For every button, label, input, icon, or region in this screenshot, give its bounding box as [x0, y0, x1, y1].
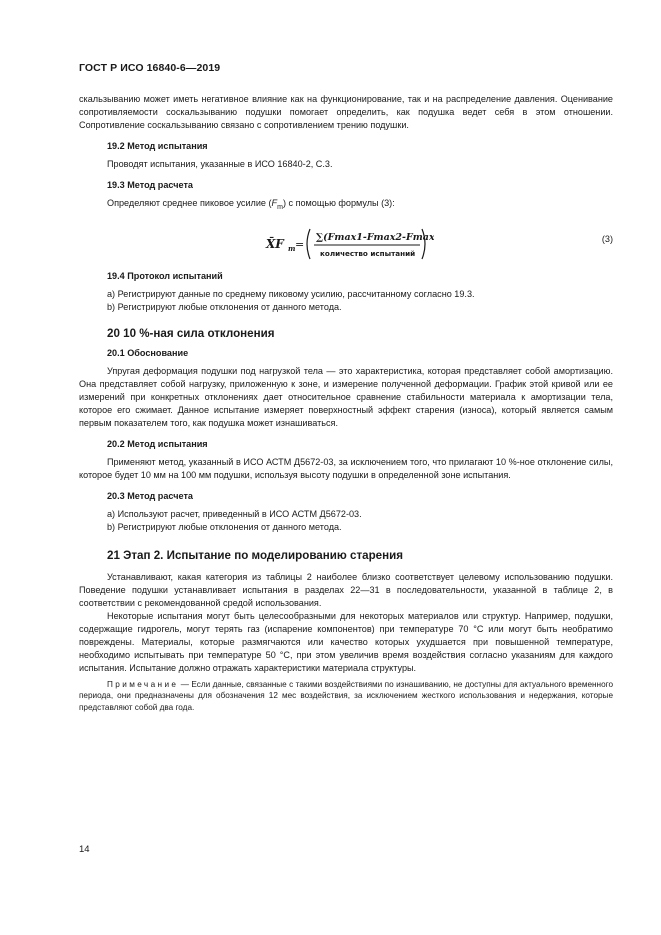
- formula-numerator: ∑(Fmax1-Fmax2-Fmax3): [316, 231, 434, 243]
- section-20-title: 20 10 %-ная сила отклонения: [107, 326, 275, 340]
- section-21-note: [79, 679, 613, 714]
- section-19-4-item-a: a) Регистрируют данные по среднему пиковому усилию, рассчитанному согласно 19.3.: [107, 288, 475, 299]
- formula-3: [264, 225, 434, 268]
- section-19-2-text: Проводят испытания, указанные в ИСО 16840-2, С.3.: [107, 159, 333, 169]
- section-20-2-title: 20.2 Метод испытания: [107, 438, 208, 449]
- section-20-1-text: Упругая деформация подушки под нагрузкой тела — это характеристика, которая представляет собой амортизацию. Она представляет собой нагрузку, приложенную к зоне, и измерение полученной деформации. График этой кривой или ее измерений при конкретных отклонениях дает относительное сравнение стабильности материала к амортизации тела, которое его сжимает. Данное испытание измеряет поверхностный эффект старения (износа), который является самым первым показателем того, как подушка может изнашиваться.: [79, 365, 613, 428]
- formula-denominator: количество испытаний: [320, 248, 416, 258]
- section-19-3-title: 19.3 Метод расчета: [107, 180, 193, 190]
- note-label: Примечание: [107, 679, 179, 689]
- page-content: [79, 93, 613, 713]
- equation-number: (3): [601, 233, 613, 244]
- formula-row: [79, 222, 613, 264]
- formula-lhs: X̄F: [266, 236, 284, 251]
- svg-text:=: =: [295, 237, 305, 251]
- section-19-4-title: 19.4 Протокол испытаний: [107, 270, 223, 281]
- section-21-title: 21 Этап 2. Испытание по моделированию старения: [107, 548, 404, 562]
- section-21-paragraph-2: Некоторые испытания могут быть целесообразными для некоторых материалов или структур. Например, подушки, содержащие гидрогель, могут терять газ (испарение компонентов) при температуре 70 °С или могут быть необратимо повреждены. Материалы, которые размягчаются или качество которых ухудшается при повышенной температуре, необходимо испытывать при температуре 50 °С, при этом увеличив время воздействия согласно указаниям для каждого испытания. Испытание должно отражать характеристики материала структуры.: [79, 610, 613, 673]
- note-text: — Если данные, связанные с такими воздействиями по изнашиванию, не доступны для актуального временного периода, они предназначены для обозначения 12 мес воздействия, за исключением жесткого использования и недержания, которые представляют собой два года.: [79, 679, 613, 712]
- section-20-3-item-b: b) Регистрируют любые отклонения от данного метода.: [107, 521, 342, 532]
- document-header: ГОСТ Р ИСО 16840-6—2019: [79, 62, 221, 74]
- force-symbol: F: [271, 198, 278, 208]
- formula-graphic: [264, 225, 434, 263]
- section-20-2-text: Применяют метод, указанный в ИСО АСТМ Д5672-03, за исключением того, что прилагают 10 %-ное отклонение силы, которое будет 10 мм на 100 мм подушки, используя высоту подушки в определенной зоне испытания.: [79, 456, 613, 480]
- section-19-3-text: Определяют среднее пиковое усилие $(F_m)$ с помощью формулы (3):: [107, 198, 395, 211]
- section-20-3-item-a: a) Используют расчет, приведенный в ИСО АСТМ Д5672-03.: [107, 508, 362, 519]
- formula-lhs-sub: m: [288, 243, 296, 253]
- section-19-2-title: 19.2 Метод испытания: [107, 141, 208, 151]
- intro-paragraph: скальзыванию может иметь негативное влияние как на функционирование, так и на распределение давления. Оценивание сопротивляемости соскальзыванию подушки помогает определить, как подушка ведет себя в этом отношении. Сопротивление соскальзыванию связано с сопротивлением трению подушки.: [79, 94, 613, 130]
- section-20-3-title: 20.3 Метод расчета: [107, 490, 193, 501]
- page-number: 14: [79, 844, 90, 855]
- section-20-1-title: 20.1 Обоснование: [107, 347, 189, 358]
- section-21-paragraph-1: Устанавливают, какая категория из таблицы 2 наиболее близко соответствует целевому использованию подушки. Поведение подушки устанавливает испытания в разделах 22—31 в последовательности, указанной в таблице 2, в соответствии с рекомендованной средой использования.: [79, 571, 613, 608]
- section-19-4-item-b: b) Регистрируют любые отклонения от данного метода.: [107, 301, 342, 312]
